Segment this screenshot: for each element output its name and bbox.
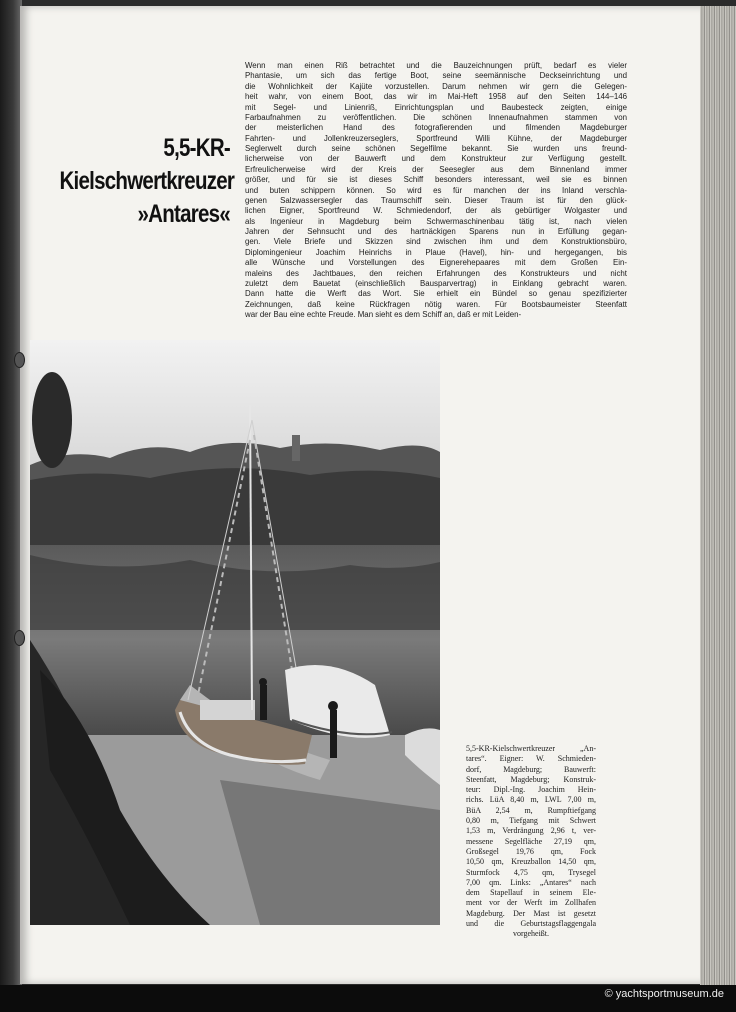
binding-clip xyxy=(14,630,25,646)
body-line: Erfreulicherweise wird der Kreis der Seesegler aus dem Binnenland immer xyxy=(245,164,627,174)
caption-line: teur: Dipl.-Ing. Joachim Hein- xyxy=(466,785,596,795)
body-line: Wenn man einen Riß betrachtet und die Bauzeichnungen prüft, bedarf es vieler xyxy=(245,61,627,70)
watermark: © yachtsportmuseum.de xyxy=(604,988,724,1000)
body-line: Farbaufnahmen zu veröffentlichen. Die schönen Innenaufnahmen stammen von xyxy=(245,112,627,122)
body-line: Zeichnungen, daß keine Rückfragen nötig waren. Für Bootsbaumeister Steenfatt xyxy=(245,299,627,309)
book-spine-shadow xyxy=(0,0,22,1012)
title-line: »Antares« xyxy=(137,200,230,228)
body-line: größer, und für sie ist dieses Schiff besonders interessant, weil sie es binnen xyxy=(245,175,627,185)
caption-line: Magdeburg. Der Mast ist gesetzt xyxy=(466,908,596,918)
caption-line: dem Stapellauf in seinem Ele- xyxy=(466,888,596,898)
body-line: Dann hatte die Werft das Wort. Sie erhielt ein Bündel so genau spezifizierter xyxy=(245,289,627,299)
article-title xyxy=(22,132,235,231)
body-line: heit wahr, von einem Boot, das wir im Mai-Heft 1958 auf den Seiten 144–146 xyxy=(245,92,627,102)
sailboat-photo-illustration xyxy=(30,340,440,925)
body-line: der meisterlichen Hand des fotografierenden und filmenden Magdeburger xyxy=(245,123,627,133)
body-line: gen. Viele Briefe und Skizzen sind zwischen ihm und dem Konstruktionsbüro, xyxy=(245,237,627,247)
body-line: Phantasie, um sich das fertige Boot, seine seemännische Deckseinrichtung und xyxy=(245,71,627,81)
body-line: Jahren der Sehnsucht und des hartnäckigen Sparens nun in Erfüllung gegan- xyxy=(245,227,627,236)
caption-line: Steenfatt, Magdeburg; Konstruk- xyxy=(466,774,596,784)
body-line: mit Segel- und Linienriß, Einrichtungsplan und Baubesteck zeigten, einige xyxy=(245,102,627,112)
caption-line: tares“. Eigner: W. Schmieden- xyxy=(466,754,596,764)
binding-clip xyxy=(14,352,25,368)
caption-line: Sturmfock 4,75 qm, Trysegel xyxy=(466,867,596,877)
body-line: und buten schippern können. So wird es für manchen der ins Inland verschla- xyxy=(245,185,627,195)
caption-line: messene Segelfläche 27,19 qm, xyxy=(466,836,596,846)
caption-line: 1,53 m, Verdrängung 2,96 t, ver- xyxy=(466,826,596,836)
body-line: als Ingenieur in Magdeburg beim Schwermaschinenbau tätig ist, nach vielen xyxy=(245,216,627,226)
page-stack-edge xyxy=(700,6,736,991)
caption-line: und die Geburtstagsflaggengala xyxy=(466,919,596,929)
caption-line: Großsegel 19,76 qm, Fock xyxy=(466,846,596,856)
body-line: Diplomingenieur Joachim Heinrichs in Plaue (Havel), hin- und hergegangen, bis xyxy=(245,247,627,257)
caption-line: 10,50 qm, Kreuzballon 14,50 qm, xyxy=(466,857,596,867)
caption-line: BüA 2,54 m, Rumpftiefgang xyxy=(466,805,596,815)
photo-caption xyxy=(466,744,596,940)
body-line: Fahrten- und Jollenkreuzerseglers, Sportfreund Willi Kühne, der Magdeburger xyxy=(245,133,627,143)
body-line: maleins des Jachtbaues, den reichen Erfahrungen des Konstrukteurs und nicht xyxy=(245,268,627,278)
body-line: die Wohnlichkeit der Kajüte vorzustellen. Darum nehmen wir gern die Gelegen- xyxy=(245,81,627,91)
caption-line: 5,5-KR-Kielschwertkreuzer „An- xyxy=(466,744,596,753)
caption-line: dorf, Magdeburg; Bauwerft: xyxy=(466,764,596,774)
body-line: Seglerwelt durch seine schönen Segelfilme bekannt. Sie wurden uns freund- xyxy=(245,144,627,153)
body-line: alle Wünsche und Vorstellungen des Eignerehepaares mit dem Großen Ein- xyxy=(245,258,627,268)
title-line: 5,5-KR- xyxy=(163,134,230,162)
body-line: genen Salzwassersegler das Traumschiff sein. Dieser Traum ist für den glück- xyxy=(245,195,627,205)
body-line: licherweise von der Bauwerft und dem Konstrukteur zur Verfügung gestellt. xyxy=(245,154,627,164)
body-line: lichen Eigner, Sportfreund W. Schmiedendorf, der als gebürtiger Wolgaster und xyxy=(245,206,627,216)
caption-line: vorgeheißt. xyxy=(512,929,550,939)
boat-photo xyxy=(30,340,440,925)
title-line: Kielschwertkreuzer xyxy=(59,167,235,195)
body-line: war der Bau eine echte Freude. Man sieht es dem Schiff an, daß er mit Leiden- xyxy=(245,310,522,319)
caption-line: 7,00 qm. Links: „Antares“ nach xyxy=(466,877,596,887)
body-line: zuletzt dem Bauetat (einschließlich Bausparvertrag) in Einklang gebracht waren. xyxy=(245,278,627,288)
caption-line: richs. LüA 8,40 m, LWL 7,00 m, xyxy=(466,795,596,805)
caption-line: ment vor der Werft im Zollhafen xyxy=(466,898,596,908)
article-body xyxy=(245,61,627,320)
caption-line: 0,80 m, Tiefgang mit Schwert xyxy=(466,816,596,826)
